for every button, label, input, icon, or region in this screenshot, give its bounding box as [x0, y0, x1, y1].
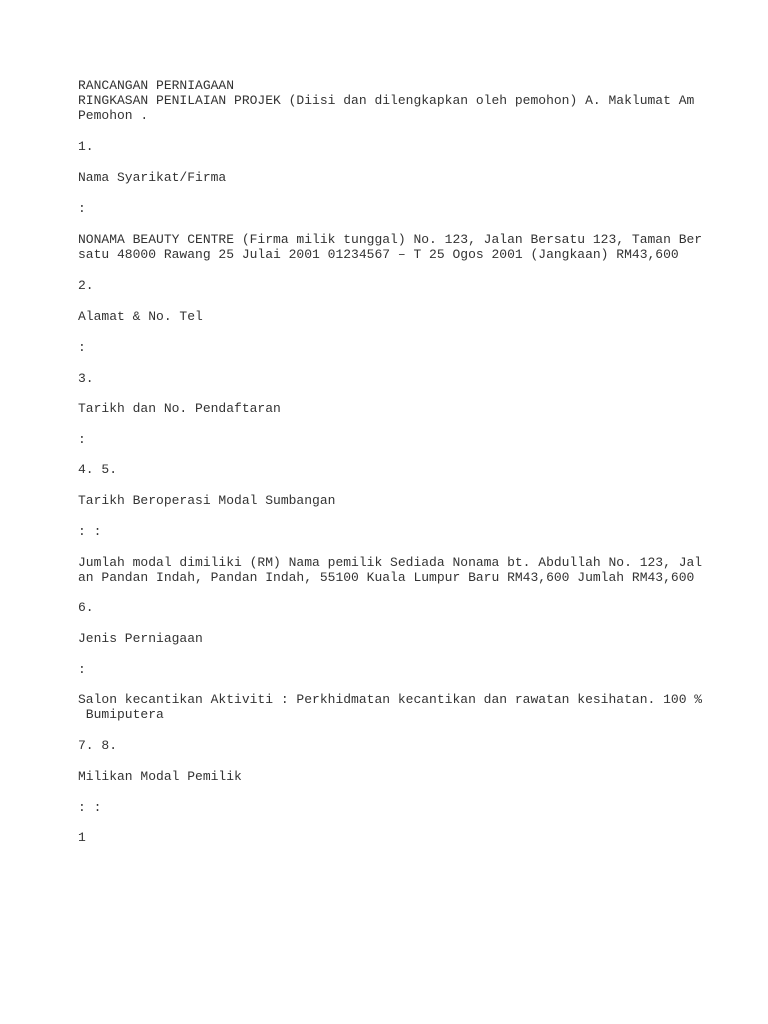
item-6-label: Jenis Perniagaan: [78, 631, 203, 646]
item-7-8-number: 7. 8.: [78, 738, 118, 753]
answers-1-line-2: satu 48000 Rawang 25 Julai 2001 01234567 – T 25 Ogos 2001 (Jangkaan) RM43,600: [78, 247, 679, 262]
item-6-number: 6.: [78, 600, 94, 615]
answers-2-line-2: an Pandan Indah, Pandan Indah, 55100 Kuala Lumpur Baru RM43,600 Jumlah RM43,600: [78, 570, 695, 585]
item-1-number: 1.: [78, 139, 94, 154]
item-2-colon: :: [78, 340, 86, 355]
item-7-8-colon: : :: [78, 800, 102, 815]
item-2-label: Alamat & No. Tel: [78, 309, 203, 324]
answers-2-line-1: Jumlah modal dimiliki (RM) Nama pemilik Sediada Nonama bt. Abdullah No. 123, Jal: [78, 555, 703, 570]
document-subtitle-line-2: Pemohon .: [78, 108, 149, 123]
document-title: RANCANGAN PERNIAGAAN: [78, 78, 235, 93]
page-number: 1: [78, 830, 86, 845]
item-2-number: 2.: [78, 278, 94, 293]
answers-3-line-2: Bumiputera: [78, 707, 164, 722]
item-3-colon: :: [78, 432, 86, 447]
item-4-5-number: 4. 5.: [78, 462, 118, 477]
item-1-colon: :: [78, 201, 86, 216]
item-4-5-colon: : :: [78, 524, 102, 539]
item-3-number: 3.: [78, 371, 94, 386]
item-1-label: Nama Syarikat/Firma: [78, 170, 227, 185]
answers-1-line-1: NONAMA BEAUTY CENTRE (Firma milik tunggal) No. 123, Jalan Bersatu 123, Taman Ber: [78, 232, 703, 247]
answers-3-line-1: Salon kecantikan Aktiviti : Perkhidmatan kecantikan dan rawatan kesihatan. 100 %: [78, 692, 703, 707]
item-7-8-label: Milikan Modal Pemilik: [78, 769, 242, 784]
item-4-5-label: Tarikh Beroperasi Modal Sumbangan: [78, 493, 336, 508]
item-3-label: Tarikh dan No. Pendaftaran: [78, 401, 281, 416]
document-subtitle-line-1: RINGKASAN PENILAIAN PROJEK (Diisi dan dilengkapkan oleh pemohon) A. Maklumat Am: [78, 93, 695, 108]
item-6-colon: :: [78, 662, 86, 677]
